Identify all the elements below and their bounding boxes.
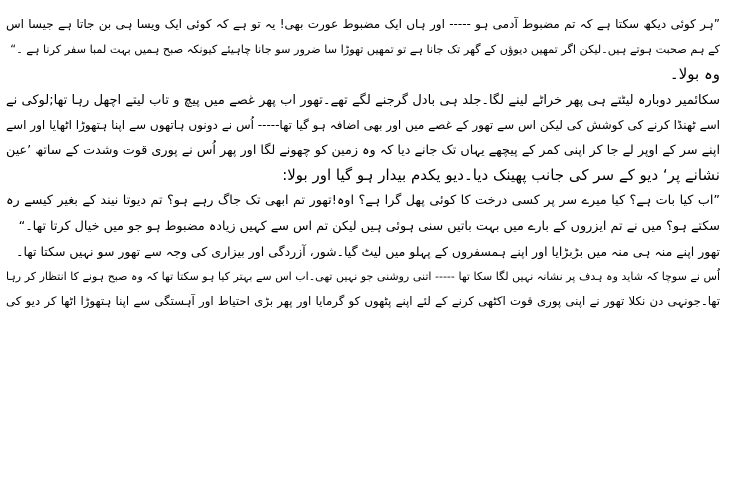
text-line: ”اب کیا بات ہے؟ کیا میرے سر پر کسی درخت کا کوئی پھل گرا ہے؟ اوہ!تھور تم ابھی تک جاگ رہے ہو؟ تم دیوتا نیند کے بغیر کیسے رہ [6, 193, 720, 209]
text-line: اُس نے سوچا کہ شاید وہ ہدف پر نشانہ نہیں لگا سکا تھا ----- اتنی روشنی جو نہیں تھی۔اب اس سے بہتر کیا ہو سکتا تھا کہ وہ صبح ہونے کا انتظار کر رہا [6, 269, 720, 283]
text-line: تھا۔جونہی دن نکلا تھور نے اپنی پوری قوت اکٹھی کرنے کے لئے اپنے پٹھوں کو گرمایا اور پھر بڑی احتیاط اور آہستگی سے اپنا ہتھوڑا اٹھا کر دیو کی [6, 294, 720, 309]
text-line: وہ بولا۔ [669, 65, 720, 84]
text-line: نشانے پر‘ دیو کے سر کی جانب پھینک دیا۔دیو یکدم بیدار ہو گیا اور بولا: [282, 166, 720, 185]
text-line: سکتے ہو؟ میں نے تم ایزروں کے بارے میں بہت باتیں سنی ہوئی ہیں لیکن تم اس سے کہیں زیادہ مضبوط ہو جو میں خیال کرتا تھا۔“ [18, 218, 720, 234]
text-line: ”ہر کوئی دیکھ سکتا ہے کہ تم مضبوط آدمی ہو ----- اور ہاں ایک مضبوط عورت بھی! یہ تو ہے کہ کوئی ایک ویسا ہی بن جاتا ہے جیسا اس [6, 17, 720, 31]
text-line: تھور اپنے منہ ہی منہ میں بڑبڑایا اور اپنے ہمسفروں کے پہلو میں لیٹ گیا۔شور، آزردگی اور بیزاری کی وجہ سے تھور سو نہیں سکتا تھا۔ [16, 243, 720, 259]
text-line: سکائمیر دوبارہ لیٹتے ہی پھر خراٹے لینے لگا۔جلد ہی بادل گرجنے لگے تھے۔تھور اب پھر غصے میں پیچ و تاب لیتے اچھل رہا تھا;لوکی نے [6, 92, 720, 108]
text-line: اسے ٹھنڈا کرنے کی کوشش کی لیکن اس سے تھور کے غصے میں اور بھی اضافہ ہو گیا تھا----- اُس نے دونوں ہاتھوں سے اپنا ہتھوڑا اٹھایا اور اسے [6, 117, 720, 132]
text-line: اپنے سر کے اوپر لے جا کر اپنی کمر کے پیچھے یہاں تک جانے دیا کہ وہ زمین کو چھونے لگا اور پھر اُس نے پوری قوت وشدت کے ساتھ ’عین [6, 142, 720, 158]
text-line: کے ہم صحبت ہوتے ہیں۔لیکن اگر تمھیں دیوؤں کے گھر تک جانا ہے تو تمھیں تھوڑا سا ضرور سو جانا چاہیئے کیونکہ صبح ہمیں بہت لمبا سفر کرنا ہے ۔“ [10, 43, 720, 57]
